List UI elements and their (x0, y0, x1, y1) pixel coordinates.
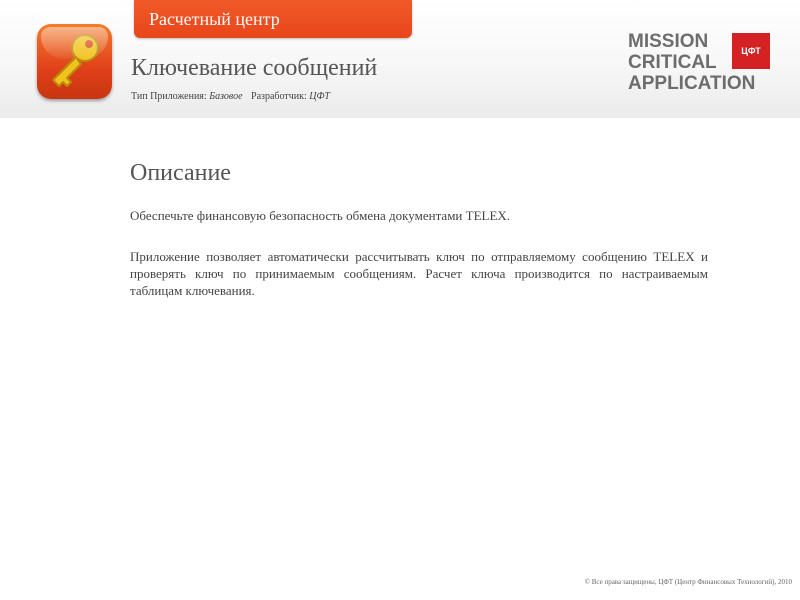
logo-line-1: MISSION (628, 31, 709, 52)
section-heading: Описание (130, 160, 231, 186)
app-title: Ключевание сообщений (131, 55, 378, 81)
key-icon (37, 24, 112, 99)
type-label: Тип Приложения: (131, 91, 207, 102)
category-tab[interactable]: Расчетный центр (134, 0, 412, 38)
logo-line-3: APPLICATION (628, 73, 756, 94)
app-icon (37, 24, 112, 99)
cft-badge: ЦФТ (732, 33, 770, 69)
footer-copyright: © Все права защищены, ЦФТ (Центр Финансовых Технологий), 2010 (584, 578, 792, 586)
logo-line-2: CRITICAL (628, 52, 717, 73)
header (0, 0, 800, 118)
developer-value: ЦФТ (309, 91, 330, 102)
mission-critical-logo (628, 31, 773, 96)
app-meta (131, 91, 330, 102)
main-content (130, 160, 708, 299)
type-value: Базовое (209, 91, 243, 102)
developer-label: Разработчик: (251, 91, 307, 102)
intro-text: Обеспечьте финансовую безопасность обмена документами TELEX. (130, 208, 511, 223)
description-text: Приложение позволяет автоматически рассчитывать ключ по отправляемому сообщению TELEX и проверять ключ по принимаемым сообщениям. Расчет ключа производится по настраиваемым таблицам ключевания. (130, 249, 708, 298)
